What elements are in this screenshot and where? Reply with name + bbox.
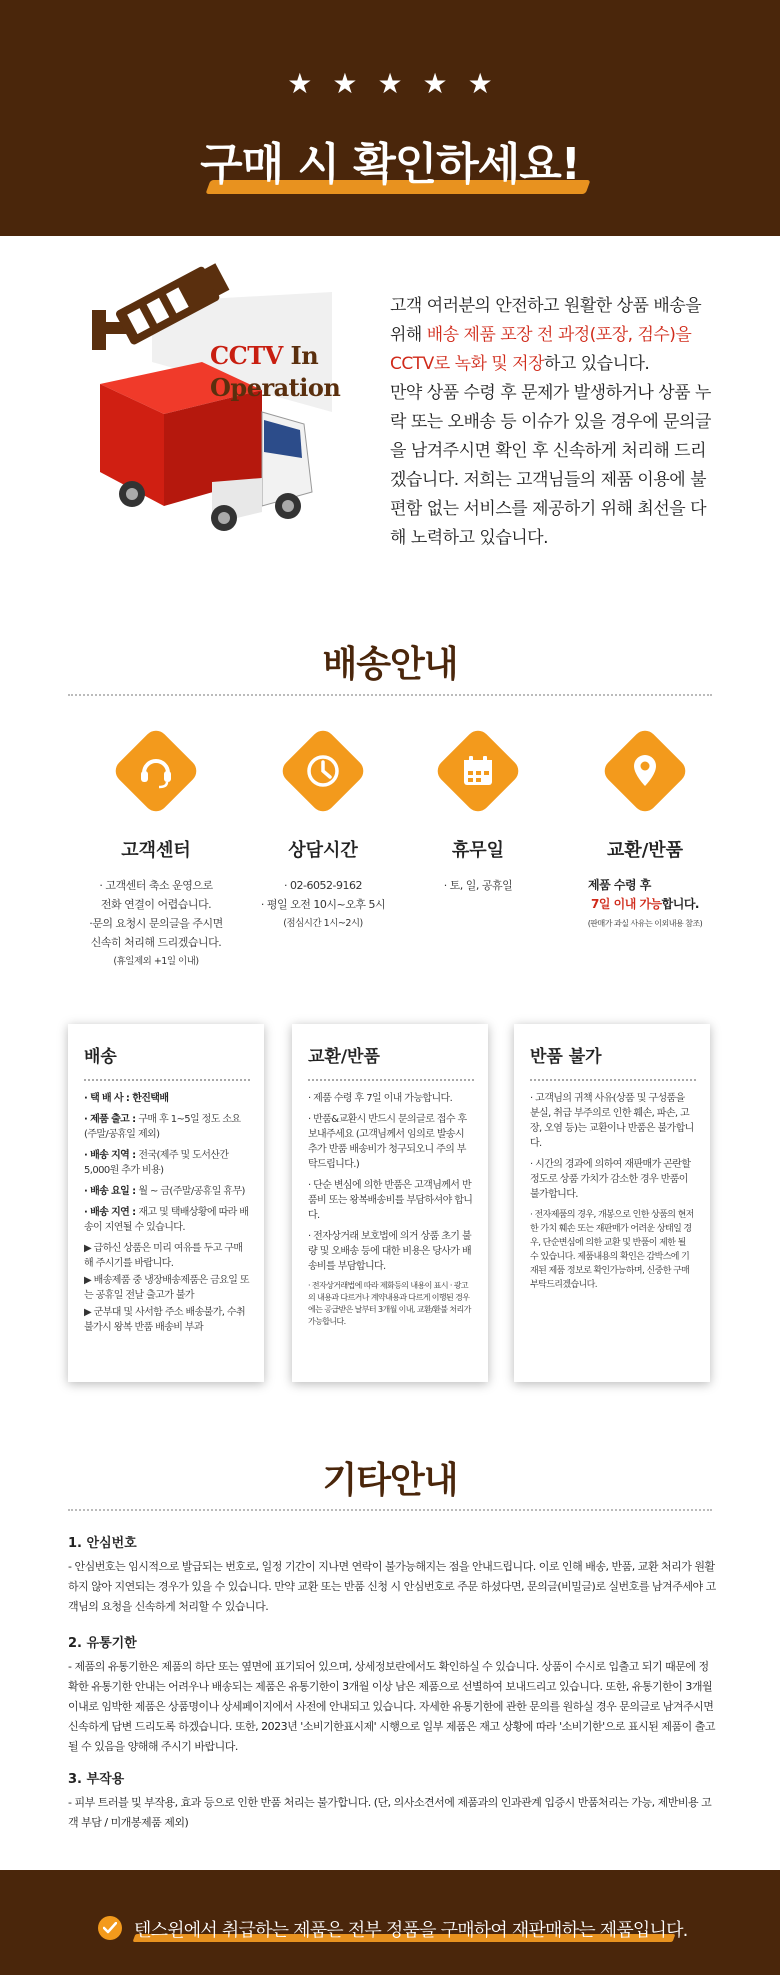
card-item-label: · 배송 지연 : xyxy=(84,1207,139,1218)
info-customer-center xyxy=(71,726,241,971)
cctv-truck-illustration xyxy=(92,262,372,562)
card-note: ▶ 배송제품 중 냉장배송제품은 금요일 또는 공휴일 전날 출고가 불가 xyxy=(84,1275,249,1301)
card-item-label: · 택 배 사 : xyxy=(84,1093,133,1104)
card-item-label: · 제품 출고 : xyxy=(84,1114,139,1125)
card-note: ▶ 군부대 및 사서함 주소 배송불가, 수취 불가시 왕복 반품 배송비 부과 xyxy=(84,1307,246,1333)
card-item: · 반품&교환시 반드시 문의글로 접수 후 보내주세요 (고객님께서 임의로 발송시 추가 반품 배송비가 청구되오니 주의 부탁드립니다.) xyxy=(308,1114,467,1170)
info-note: (휴일제외 +1일 이내) xyxy=(113,956,199,967)
info-title: 휴무일 xyxy=(451,840,505,861)
card-title: 배송 xyxy=(84,1042,250,1081)
info-description xyxy=(393,876,563,895)
info-line: ·문의 요청시 문의글을 주시면 xyxy=(89,917,223,930)
cctv-badge-line2: Operation xyxy=(210,373,341,402)
calendar-icon xyxy=(433,726,523,816)
card-title: 반품 불가 xyxy=(530,1042,696,1081)
card-item xyxy=(84,1091,250,1106)
headset-icon xyxy=(111,726,201,816)
courier-name: 한진택배 xyxy=(132,1093,169,1104)
card-title: 교환/반품 xyxy=(308,1042,474,1081)
info-suffix: 합니다. xyxy=(661,897,699,911)
info-note: (점심시간 1시~2시) xyxy=(283,918,363,929)
etc-body: - 안심번호는 임시적으로 발급되는 번호로, 일정 기간이 지나면 연락이 불가능해지는 점을 안내드립니다. 이로 인해 배송, 반품, 교환 처리가 원활하지 않아 지연되는 경우가 있을 수 있습니다. 만약 교환 또는 반품 신청 시 안심번호로 주문 하셨다면, 문의글(비밀글)로 실번호를 남겨주세야 고객님의 요청을 신속하게 처리할 수 있습니다. xyxy=(68,1560,716,1613)
card-item: · 전자상거래 보호법에 의거 상품 초기 불량 및 오배송 등에 대한 비용은 당사가 배송비를 부담합니다. xyxy=(308,1231,472,1272)
etc-heading: 2. 유통기한 xyxy=(68,1636,137,1651)
intro-paragraph xyxy=(390,292,720,553)
cctv-camera-icon xyxy=(92,262,372,562)
intro-text-part2: 하고 있습니다. xyxy=(544,354,650,374)
card-item: · 제품 수령 후 7일 이내 가능합니다. xyxy=(308,1093,453,1104)
card-delivery xyxy=(68,1024,264,1382)
info-title: 교환/반품 xyxy=(606,840,684,861)
footer-notice: 텐스윈에서 취급하는 제품은 전부 정품을 구매하여 재판매하는 제품입니다. xyxy=(134,1920,688,1941)
info-line: 신속히 처리해 드리겠습니다. xyxy=(90,936,222,949)
card-item-text: 재고 및 택배상황에 따라 배송이 지연될 수 있습니다. xyxy=(84,1207,249,1233)
info-description xyxy=(71,876,241,971)
card-item: · 전자제품의 경우, 개봉으로 인한 상품의 현저한 가치 훼손 또는 재판매가 어려운 상태일 경우, 단순변심에 의한 교환 및 반품이 제한 될 수 있습니다. 제품내용의 확인은 감박스에 기재된 제품 정보로 확인가능하며, 신중한 구매 부탁드리겠습니다. xyxy=(530,1210,694,1290)
page-title: 구매 시 확인하세요! xyxy=(200,139,580,190)
cctv-badge xyxy=(210,340,340,404)
info-title: 고객센터 xyxy=(121,840,191,861)
section-divider xyxy=(68,694,712,696)
info-description xyxy=(238,876,408,933)
star-icon: ★ xyxy=(377,67,403,100)
card-item xyxy=(84,1112,250,1142)
info-description xyxy=(560,876,730,933)
card-item: · 단순 변심에 의한 반품은 고객님께서 반품비 또는 왕복배송비를 부담하셔야 합니다. xyxy=(308,1180,473,1221)
location-pin-icon xyxy=(600,726,690,816)
star-icon: ★ xyxy=(332,67,358,100)
card-item xyxy=(84,1205,250,1235)
section-divider xyxy=(68,1509,712,1511)
info-holidays xyxy=(393,726,563,895)
etc-heading: 1. 안심번호 xyxy=(68,1536,137,1551)
cctv-badge-line1: CCTV In xyxy=(210,341,319,370)
card-item: · 고객님의 귀책 사유(상품 및 구성품을 분실, 취급 부주의로 인한 훼손, 파손, 고장, 오염 등)는 교환이나 반품은 불가합니다. xyxy=(530,1093,694,1149)
rating-stars xyxy=(0,68,780,100)
intro-text-part1: 고객 여러분의 안전하고 원활한 상품 배송을 위해 xyxy=(390,296,702,345)
etc-heading: 3. 부작용 xyxy=(68,1772,125,1787)
card-item-text: 전국(제주 및 도서산간 5,000원 추가 비용) xyxy=(84,1150,229,1176)
phone-number: · 02-6052-9162 xyxy=(284,879,362,892)
etc-section-title: 기타안내 xyxy=(322,1460,458,1501)
header-banner xyxy=(0,0,780,236)
info-line: · 평일 오전 10시~오후 5시 xyxy=(260,898,386,911)
delivery-section-title: 배송안내 xyxy=(322,644,458,685)
check-circle-icon xyxy=(98,1916,122,1940)
intro-text-highlight: 배송 제품 포장 전 과정(포장, 검수)을 CCTV로 녹화 및 저장 xyxy=(390,325,692,374)
star-icon: ★ xyxy=(287,67,313,100)
etc-block-expiration xyxy=(68,1632,718,1757)
etc-block-safe-number xyxy=(68,1532,718,1617)
card-item-label: · 배송 요일 : xyxy=(84,1186,139,1197)
card-exchange-return xyxy=(292,1024,488,1382)
info-consult-hours xyxy=(238,726,408,933)
info-exchange-return xyxy=(560,726,730,933)
info-line: · 토, 일, 공휴일 xyxy=(443,879,513,892)
info-line xyxy=(560,895,730,914)
return-period-highlight: 7일 이내 가능 xyxy=(590,897,662,911)
info-title: 상담시간 xyxy=(288,840,358,861)
card-non-returnable xyxy=(514,1024,710,1382)
clock-icon xyxy=(278,726,368,816)
card-item: · 시간의 경과에 의하여 재판매가 곤란할 정도로 상품 가치가 감소한 경우 반품이 불가합니다. xyxy=(530,1159,691,1200)
card-item-text: 구매 후 1~5일 정도 소요 (주말/공휴일 제외) xyxy=(84,1114,241,1140)
info-line: · 고객센터 축소 운영으로 xyxy=(99,879,213,892)
intro-text-part3: 만약 상품 수령 후 문제가 발생하거나 상품 누락 또는 오배송 등 이슈가 있을 경우에 문의글을 남겨주시면 확인 후 신속하게 처리해 드리겠습니다. 저희는 고객님들의 제품 이용에 불편함 없는 서비스를 제공하기 위해 최선을 다해 노력하고 있습니다. xyxy=(390,383,711,548)
card-item xyxy=(84,1184,250,1199)
star-icon: ★ xyxy=(422,67,448,100)
card-item-text: 월 ~ 금(주말/공휴일 휴무) xyxy=(138,1186,245,1197)
etc-body: - 피부 트러블 및 부작용, 효과 등으로 인한 반품 처리는 불가합니다. (단, 의사소견서에 제품과의 인과관계 입증시 반품처리는 가능, 제반비용 고객 부담 / 미개봉제품 제외) xyxy=(68,1796,712,1829)
etc-block-side-effects xyxy=(68,1768,718,1833)
info-line: 제품 수령 후 xyxy=(588,878,651,892)
card-item-label: · 배송 지역 : xyxy=(84,1150,139,1161)
info-line: 전화 연결이 어렵습니다. xyxy=(100,898,212,911)
etc-body: - 제품의 유통기한은 제품의 하단 또는 옆면에 표기되어 있으며, 상세정보란에서도 확인하실 수 있습니다. 상품이 수시로 입출고 되기 때문에 정확한 유통기한 안내는 어려우나 배송되는 제품은 유통기한이 3개월 이상 남은 제품으로 선별하여 보내드리고 있습니다. 또한, 유통기한이 3개월 이내로 임박한 제품은 상품명이나 상세페이지에서 사전에 안내되고 있습니다. 자세한 유통기한에 관한 문의를 원하실 경우 문의글로 남겨주시면 신속하게 답변 드리도록 하겠습니다. 또한, 2023년 '소비기한표시제' 시행으로 일부 제품은 재고 상황에 따라 '소비기한'으로 표시된 제품이 출고될 수 있음을 양해해 주시기 바랍니다. xyxy=(68,1660,715,1753)
info-note: (판매가 과실 사유는 이외내용 참조) xyxy=(587,919,703,928)
card-item xyxy=(84,1148,250,1178)
star-icon: ★ xyxy=(467,67,493,100)
card-note: ▶ 급하신 상품은 미리 여유를 두고 구매해 주시기를 바랍니다. xyxy=(84,1243,243,1269)
footer-banner xyxy=(0,1870,780,1975)
card-item-small: · 전자상거래법에 따라 제화등의 내용이 표시 · 광고의 내용과 다르거나 계약내용과 다르게 이행된 경우에는 공급받은 날부터 3개월 이내, 교환/환불 처리가 가능합니다. xyxy=(308,1281,471,1326)
